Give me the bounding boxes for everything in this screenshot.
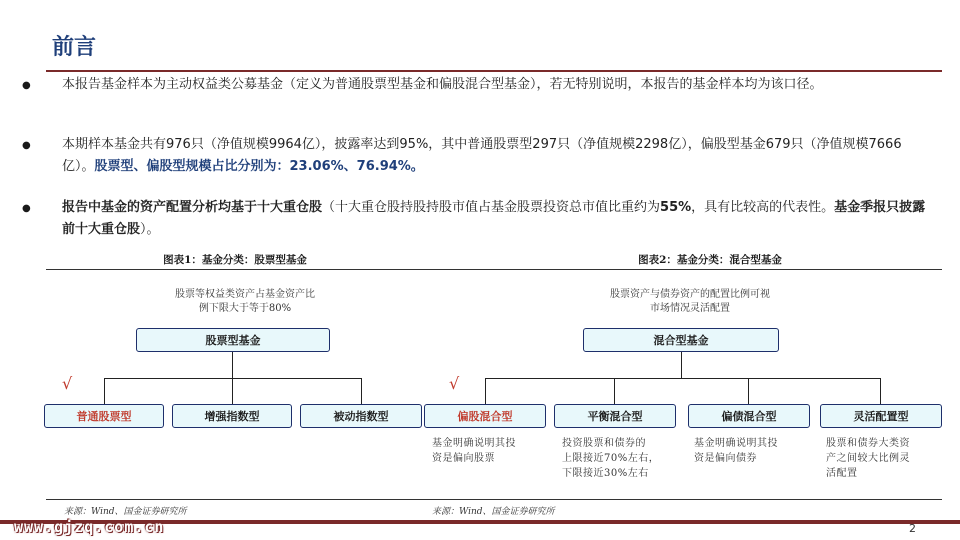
- connector: [485, 378, 486, 404]
- category-description: [562, 436, 686, 481]
- figure2-source: 来源：Wind、国金证券研究所: [432, 507, 555, 517]
- desc-line: 上限接近70%左右，: [562, 453, 660, 464]
- bullet-text-segment: 本报告基金样本为主动权益类公募基金（定义为普通股票型基金和偏股混合型基金），若无特别说明，本报告的基金样本均为该口径。: [62, 77, 823, 92]
- category-description: [432, 436, 550, 466]
- check-mark: √: [62, 374, 73, 393]
- connector: [104, 378, 362, 379]
- figure1-source: 来源：Wind、国金证券研究所: [64, 507, 187, 517]
- title-divider: [46, 70, 942, 72]
- figure2-note-line: 市场情况灵活配置: [650, 303, 730, 314]
- bullet-text-segment: ，具有比较高的代表性。: [691, 200, 835, 215]
- desc-line: 资是偏向股票: [432, 453, 495, 464]
- figure1-bottom-rule: [46, 499, 464, 500]
- bullet-text-segment: 报告中基金的资产配置分析均基于十大重仓股: [62, 200, 323, 215]
- desc-line: 产之间较大比例灵: [826, 453, 910, 464]
- bullet-paragraph: [62, 197, 934, 241]
- desc-line: 股票和债券大类资: [826, 438, 910, 449]
- check-mark: √: [449, 374, 460, 393]
- desc-line: 活配置: [826, 468, 858, 479]
- connector: [748, 378, 749, 404]
- bullet-marker: ●: [22, 80, 31, 91]
- figure1-note-line: 股票等权益类资产占基金资产比: [175, 289, 315, 300]
- desc-line: 投资股票和债券的: [562, 438, 646, 449]
- figure2-root-box: 混合型基金: [583, 328, 779, 352]
- figure1-note: [120, 288, 370, 316]
- connector: [880, 378, 881, 404]
- bullet-text-segment: 本期样本基金共有976只（净值规模9964亿），披露率达到95%，其中普通股票型297只（净值规模2298亿），偏股型基金679只（净值规模7666亿）。: [62, 137, 902, 174]
- figure1-top-rule: [46, 269, 464, 270]
- category-description: [694, 436, 812, 466]
- bullet-marker: ●: [22, 140, 31, 151]
- connector: [614, 378, 615, 404]
- connector: [485, 378, 881, 379]
- bullet-text-segment: （十大重仓股持股持股市值占基金股票投资总市值比重约为: [322, 200, 661, 215]
- category-box-highlighted: 普通股票型: [44, 404, 164, 428]
- bullet-text-segment: 股票型、偏股型规模占比分别为：23.06%、76.94%。: [94, 159, 424, 174]
- page-title: 前言: [52, 35, 97, 60]
- figure1-root-box: 股票型基金: [136, 328, 330, 352]
- category-description: [826, 436, 944, 481]
- category-box-highlighted: 偏股混合型: [424, 404, 546, 428]
- figure2-bottom-rule: [422, 499, 942, 500]
- category-box: 偏债混合型: [688, 404, 810, 428]
- bullet-paragraph: [62, 134, 934, 178]
- bullet-marker: ●: [22, 203, 31, 214]
- bullet-text-segment: 55%: [660, 200, 692, 215]
- category-box: 平衡混合型: [554, 404, 676, 428]
- category-box: 灵活配置型: [820, 404, 942, 428]
- bullet-text-segment: ）。: [140, 222, 160, 237]
- figure2-note: [555, 288, 825, 316]
- desc-line: 资是偏向债券: [694, 453, 757, 464]
- connector: [232, 352, 233, 378]
- figure2-top-rule: [422, 269, 942, 270]
- desc-line: 下限接近30%左右: [562, 468, 649, 479]
- desc-line: 基金明确说明其投: [432, 438, 516, 449]
- connector: [232, 378, 233, 404]
- category-box: 被动指数型: [300, 404, 422, 428]
- connector: [104, 378, 105, 404]
- category-box: 增强指数型: [172, 404, 292, 428]
- footer-website[interactable]: www.gjzq.com.cn: [14, 518, 165, 536]
- connector: [361, 378, 362, 404]
- figure2-note-line: 股票资产与债券资产的配置比例可视: [610, 289, 770, 300]
- connector: [681, 352, 682, 378]
- figure2-title: 图表2：基金分类：混合型基金: [638, 254, 782, 266]
- page-number: 2: [909, 522, 916, 535]
- bullet-paragraph: [62, 74, 934, 96]
- desc-line: 基金明确说明其投: [694, 438, 778, 449]
- figure1-title: 图表1：基金分类：股票型基金: [163, 254, 307, 266]
- figure1-note-line: 例下限大于等于80%: [198, 303, 292, 314]
- bullet-text-segment: 基金季报只披露前十大重仓股: [62, 200, 926, 237]
